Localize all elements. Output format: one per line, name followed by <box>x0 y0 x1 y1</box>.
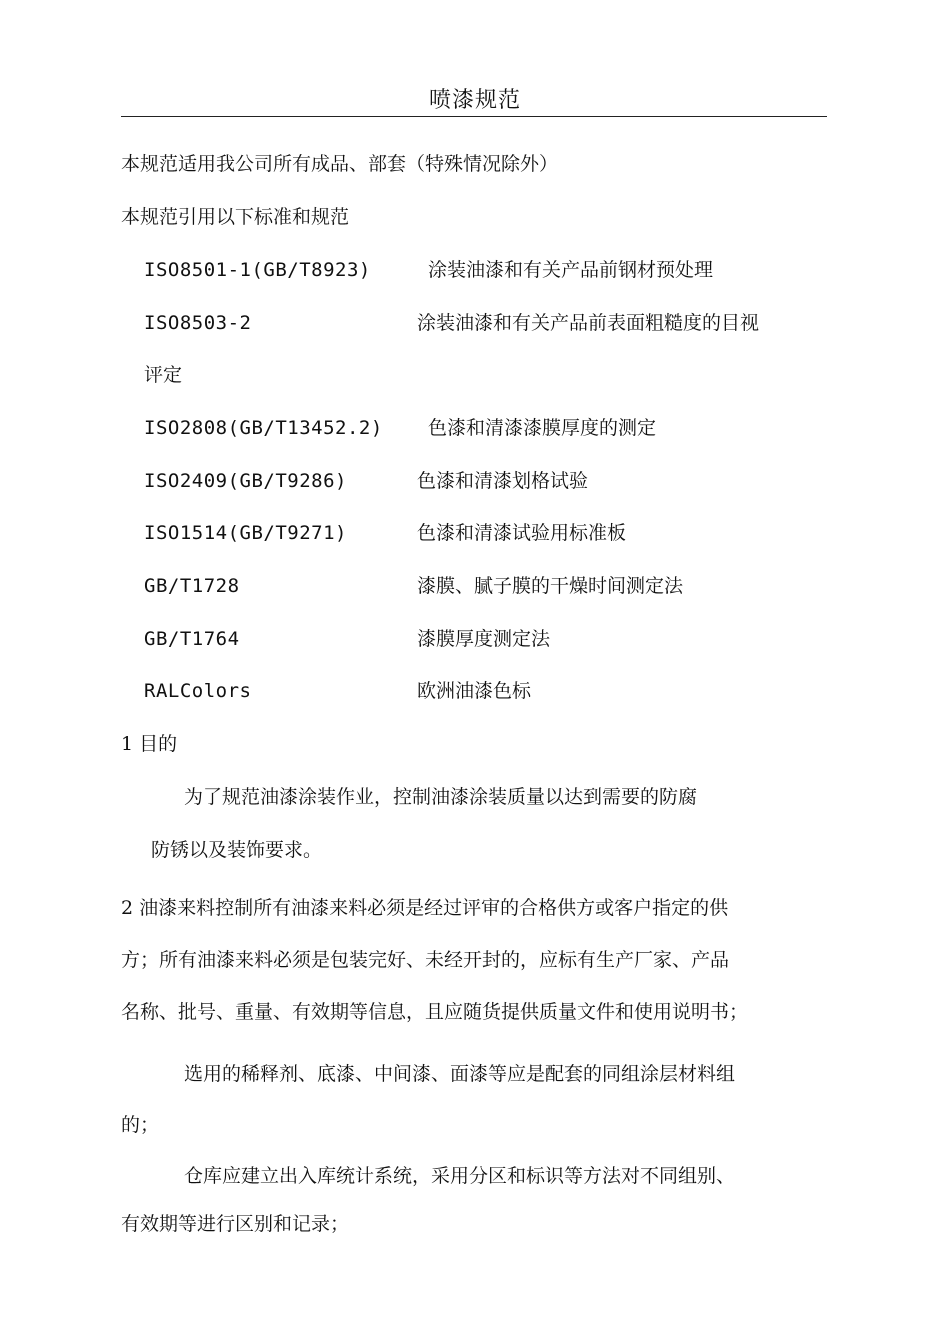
standard-name: 色漆和清漆划格试验 <box>417 470 589 492</box>
standard-code: ISO1514(GB/T9271) <box>144 522 347 544</box>
standard-name: 色漆和清漆试验用标准板 <box>417 522 627 544</box>
standard-name: 色漆和清漆漆膜厚度的测定 <box>428 417 657 439</box>
standard-code: GB/T1728 <box>144 575 240 597</box>
section-2-text: 方；所有油漆来料必须是包装完好、未经开封的，应标有生产厂家、产品 <box>121 949 730 971</box>
standard-code: GB/T1764 <box>144 628 240 650</box>
section-2-text: 2 油漆来料控制所有油漆来料必须是经过评审的合格供方或客户指定的供 <box>121 897 729 919</box>
standard-code: RALColors <box>144 680 252 702</box>
section-1-text: 为了规范油漆涂装作业，控制油漆涂装质量以达到需要的防腐 <box>184 786 698 808</box>
title-underline <box>121 116 827 117</box>
section-2-paragraph: 选用的稀释剂、底漆、中间漆、面漆等应是配套的同组涂层材料组 <box>184 1063 736 1085</box>
standard-name: 涂装油漆和有关产品前钢材预处理 <box>428 259 714 281</box>
section-1-text: 防锈以及装饰要求。 <box>151 839 323 861</box>
references-intro: 本规范引用以下标准和规范 <box>121 206 350 228</box>
standard-name: 欧洲油漆色标 <box>417 680 532 702</box>
section-1-heading: 1 目的 <box>121 733 178 755</box>
standard-code: ISO2409(GB/T9286) <box>144 470 347 492</box>
standard-code: ISO2808(GB/T13452.2) <box>144 417 383 439</box>
standard-name: 漆膜厚度测定法 <box>417 628 551 650</box>
section-2-text: 名称、批号、重量、有效期等信息，且应随货提供质量文件和使用说明书； <box>121 1001 749 1023</box>
standard-name: 涂装油漆和有关产品前表面粗糙度的目视 <box>417 312 760 334</box>
section-2-paragraph: 有效期等进行区别和记录； <box>121 1213 350 1235</box>
section-2-paragraph: 的； <box>121 1114 160 1136</box>
standard-code: ISO8503-2 <box>144 312 252 334</box>
standard-name: 漆膜、腻子膜的干燥时间测定法 <box>417 575 684 597</box>
section-2-paragraph: 仓库应建立出入库统计系统，采用分区和标识等方法对不同组别、 <box>184 1165 736 1187</box>
standard-code: ISO8501-1(GB/T8923) <box>144 259 371 281</box>
scope-statement: 本规范适用我公司所有成品、部套（特殊情况除外） <box>121 153 559 175</box>
document-title: 喷漆规范 <box>428 88 521 113</box>
standard-name-continuation: 评定 <box>144 364 183 386</box>
